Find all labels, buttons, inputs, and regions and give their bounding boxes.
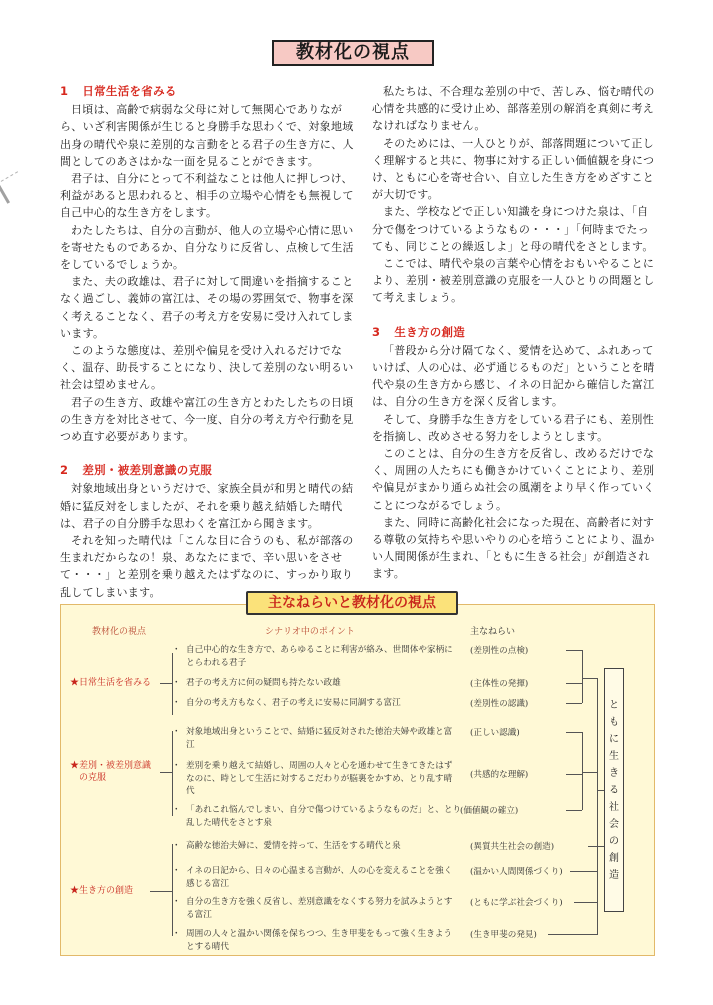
aim-label: (価値観の確立) — [460, 806, 519, 816]
paragraph: このことは、自分の生き方を反省し、改めるだけでなく、周囲の人たちにも働きかけていくことにより、差別や偏見がまかり通らぬ社会の風潮をより早く作っていくことにつながるでしょう。 — [372, 447, 655, 512]
point-item: ・ イネの日記から、日々の心温まる言動が、人の心を変えることを強く感じる富江 — [172, 866, 453, 889]
point-item: ・ 高齢な徳治夫婦に、愛情を持って、生活をする晴代と泉 — [172, 841, 401, 851]
paragraph: 「普段から分け隔てなく、愛情を込めて、ふれあっていけば、人の心は、必ず通じるものだ」ということを晴代や泉の生き方から感じ、イネの日記から確信した富江は、自分の生き方を深く反省します。 — [372, 343, 655, 409]
paragraph: 日頃は、高齢で病弱な父母に対して無関心でありながら、いざ利害関係が生じると身勝手な思わくで、対象地域出身の晴代や泉に差別的な言動をとる君子の生き方に、人間としてのあさはかな一面を見ることができます。 — [60, 103, 354, 168]
section-2-heading: 2 差別・被差別意識の克服 — [60, 463, 213, 478]
paragraph: また、学校などで正しい知識を身につけた泉は、「自分で傷をつけているようなもの・・・」「何時までたっても、同じことの繰返しよ」と母の晴代をさとします。 — [372, 205, 654, 253]
section-3-heading: 3 生き方の創造 — [372, 324, 466, 339]
paragraph: 対象地域出身というだけで、家族全員が和男と晴代の結婚に猛反対をしましたが、それを乗り越え結婚した晴代は、君子の自分勝手な思わくを富江から聞きます。 — [60, 482, 354, 530]
right-column — [372, 83, 658, 583]
paragraph: また、同時に高齢化社会になった現在、高齢者に対する尊敬の気持ちや思いやりの心を培うことにより、温かい人間関係が生まれ、「ともに生きる社会」が創造されます。 — [372, 515, 655, 581]
aim-label: (生き甲斐の発見) — [470, 930, 537, 940]
paragraph: わたしたちは、自分の言動が、他人の立場や心情に思いを寄せたものであるか、自分なりに反省し、点検して生活をしているでしょうか。 — [60, 223, 354, 272]
aim-label: (主体性の発揮) — [470, 679, 529, 689]
aim-label: (異質共生社会の創造) — [470, 842, 555, 852]
header-points: シナリオ中のポイント — [265, 627, 355, 637]
point-item: ・ 自己中心的な生き方で、あらゆることに利害が絡み、世間体や家柄にとらわれる君子 — [172, 645, 453, 668]
paragraph: 君子は、自分にとって不利益なことは他人に押しつけ、利益があると思われると、相手の立場や心情をも無視して自己中心的な生き方をします。 — [60, 172, 354, 220]
header-viewpoint: 教材化の視点 — [92, 627, 147, 637]
point-item: ・ 自分の生き方を強く反省し、差別意識をなくする努力を試みようとする富江 — [172, 897, 453, 920]
paragraph: また、夫の政雄は、君子に対して間違いを指摘することなく過ごし、義姉の富江は、その場の雰囲気で、物事を深く考えることなく、君子の考え方を安易に受け入れてしまいます。 — [60, 275, 354, 340]
scan-edge-mark — [0, 171, 29, 203]
page-title: 教材化の視点 — [272, 40, 434, 66]
category-way-of-life: ★生き方の創造 — [70, 886, 134, 896]
point-item: ・ 差別を乗り越えて結婚し、周囲の人々と心を通わせて生きてきたはずなのに、時として生活に対するこだわりが脳裏をかすめ、とり乱す晴代 — [172, 761, 453, 796]
category-discrimination: ★差別・被差別意識 の克服 — [70, 761, 152, 783]
paragraph: このような態度は、差別や偏見を受け入れるだけでなく、温存、助長することになり、決して差別のない明るい社会は望めません。 — [60, 344, 354, 392]
category-daily-life: ★日常生活を省みる — [70, 678, 152, 688]
aim-label: (差別性の点検) — [470, 646, 529, 656]
section-1-heading: 1 日常生活を省みる — [60, 84, 177, 98]
vertical-goal-label: と も に 生 き る 社 会 の 創 造 — [609, 699, 619, 881]
point-item: ・ 周囲の人々と温かい関係を保ちつつ、生き甲斐をもって強く生きようとする晴代 — [172, 929, 452, 952]
aim-label: (温かい人間関係づくり) — [470, 867, 563, 877]
paragraph: 君子の生き方、政雄や富江の生き方とわたしたちの日頃の生き方を対比させて、今一度、自分の考え方や行動を見つめ直す必要があります。 — [60, 395, 354, 444]
point-item: ・ 対象地域出身ということで、結婚に猛反対された徳治夫婦や政雄と富江 — [172, 727, 453, 750]
paragraph: それを知った晴代は「こんな目に合うのも、私が部落の生まれだからなの！泉、あなたにまで、辛い思いをさせて・・・」と差別を乗り越えたはずなのに、すっかり取り乱してしまいます。 — [60, 534, 354, 599]
summary-title: 主なねらいと教材化の視点 — [246, 591, 458, 615]
paragraph: そして、身勝手な生き方をしている君子にも、差別性を指摘し、改めさせる努力をしようとします。 — [372, 412, 654, 443]
point-item: ・ 自分の考え方もなく、君子の考えに安易に同調する富江 — [172, 698, 401, 708]
aim-label: (正しい認識) — [470, 728, 520, 738]
paragraph: 私たちは、不合理な差別の中で、苦しみ、悩む晴代の心情を共感的に受け止め、部落差別の解消を真剣に考えなければなりません。 — [372, 85, 655, 133]
point-item: ・ 君子の考え方に何の疑問も持たない政雄 — [172, 678, 341, 688]
aim-label: (差別性の認識) — [470, 699, 529, 709]
paragraph: ここでは、晴代や泉の言葉や心情をおもいやることにより、差別・被差別意識の克服を一人ひとりの問題として考えましょう。 — [372, 257, 655, 305]
paragraph: そのためには、一人ひとりが、部落問題について正しく理解すると共に、物事に対する正しい価値観を身につけ、ともに心を寄せ合い、自立した生き方をめざすことが大切です。 — [372, 136, 655, 202]
point-item: ・ 「あれこれ悩んでしまい、自分で傷つけているようなものだ」と、とり乱した晴代をさとす泉 — [172, 805, 462, 828]
aim-label: (共感的な理解) — [470, 770, 529, 780]
header-aims: 主なねらい — [470, 627, 516, 637]
left-column — [60, 83, 358, 601]
aim-label: (ともに学ぶ社会づくり) — [470, 898, 563, 908]
